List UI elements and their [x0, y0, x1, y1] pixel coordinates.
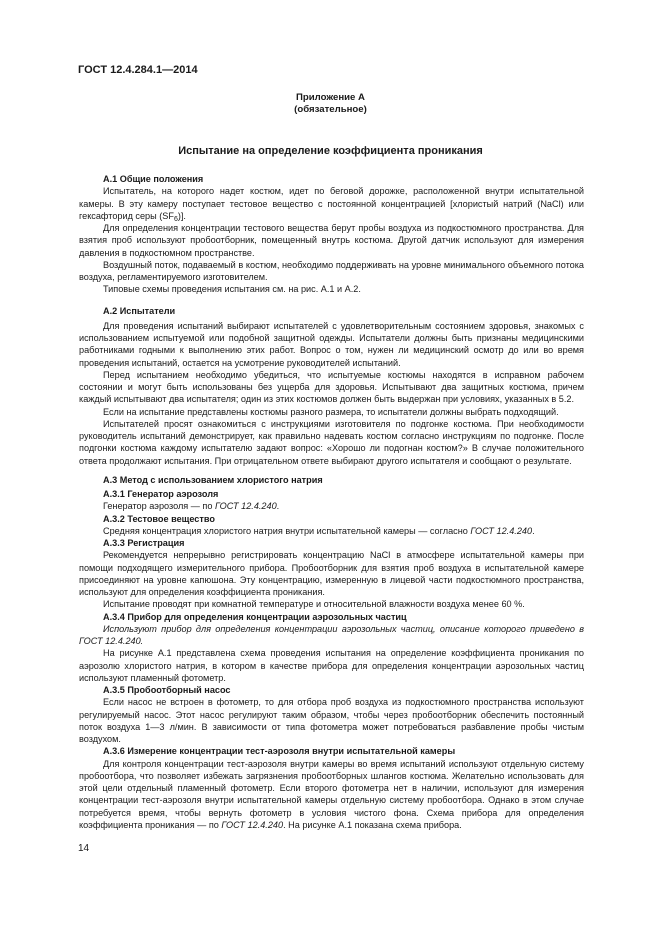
subsection-a32-heading: А.3.2 Тестовое вещество — [103, 513, 215, 524]
subsection-a36-heading: А.3.6 Измерение концентрации тест-аэрозоля внутри испытательной камеры — [103, 746, 456, 757]
document-body — [79, 173, 584, 831]
paragraph: Средняя концентрация хлористого натрия внутри испытательной камеры — согласно ГОСТ 12.4.240. — [103, 525, 535, 536]
annex-title: Приложение А — [296, 92, 365, 103]
main-title: Испытание на определение коэффициента проникания — [178, 145, 483, 157]
paragraph: Для определения концентрации тестового вещества берут пробы воздуха из подкостюмного пространства. Для взятия проб используют пробоотборник, помещенный внутрь костюма. Другой датчик используют для измерения давления в подкостюмном пространстве. — [79, 223, 584, 258]
section-a1-heading: А.1 Общие положения — [103, 174, 204, 184]
subsection-a31-heading: А.3.1 Генератор аэрозоля — [103, 489, 219, 499]
paragraph: Генератор аэрозоля — по ГОСТ 12.4.240. — [103, 501, 280, 512]
paragraph: Испытателей просят ознакомиться с инструкциями изготовителя по подгонке костюма. При необходимости руководитель испытаний демонстрирует, как правильно надевать костюм согласно инструкциям по подгонке. После подгонки костюма каждому испытателю задают вопрос: «Хорошо ли подогнан костюм?» В случае положительного ответа продолжают испытания. При отрицательном ответе выбирают другого испытателя и сообщают о результате. — [79, 418, 584, 466]
paragraph: Для контроля концентрации тест-аэрозоля внутри камеры во время испытаний используют отдельную систему пробоотбора, что позволяет избежать загрязнения пробоотборных шлангов костюма. Желательно использовать для этой цели отдельный пламенный фотометр. Если второго фотометра нет в наличии, используют для измерения концентрации тест-аэрозоля внутри испытательной камеры отдельную систему пробоотбора. Однако в этом случае потребуется время, чтобы вернуть фотометр в условия чистого фона. Схема прибора для определения коэффициента проникания — по ГОСТ 12.4.240. На рисунке А.1 показана схема прибора. — [79, 758, 584, 830]
paragraph: Рекомендуется непрерывно регистрировать концентрацию NaCl в атмосфере испытательной камеры при помощи подходящего измерительного прибора. Пробоотборник для взятия проб воздуха в испытательной камере присоединяют на уровне капюшона. Эту концентрацию, измеренную в лицевой части подкостюмного пространства, используют для определения коэффициента проникания. — [79, 550, 584, 597]
section-a3-heading: А.3 Метод с использованием хлористого натрия — [103, 474, 323, 485]
paragraph: На рисунке А.1 представлена схема проведения испытания на определение коэффициента проникания по аэрозолю хлористого натрия, в котором в качестве прибора для определения концентрации аэрозольных частиц используют пламенный фотометр. — [79, 648, 584, 683]
subsection-a35-heading: А.3.5 Пробоотборный насос — [103, 685, 231, 695]
paragraph: Используют прибор для определения концентрации аэрозольных частиц, описание которого приведено в ГОСТ 12.4.240. — [79, 623, 584, 646]
subsection-a34-heading: А.3.4 Прибор для определения концентрации аэрозольных частиц — [103, 611, 407, 622]
paragraph: Испытание проводят при комнатной температуре и относительной влажности воздуха менее 60 %. — [103, 599, 525, 610]
paragraph: Если на испытание представлены костюмы разного размера, то испытатели должны выбрать подходящий. — [103, 406, 559, 417]
annex-status: (обязательное) — [294, 104, 367, 115]
subsection-a33-heading: А.3.3 Регистрация — [103, 538, 185, 548]
paragraph: Если насос не встроен в фотометр, то для отбора проб воздуха из подкостюмного пространства используют регулируемый насос. Этот насос регулируют таким образом, чтобы через пробоотборник обеспечить постоянный поток воздуха 1—3 л/мин. В зависимости от типа фотометра может потребоваться разбавление пробы чистым воздухом. — [79, 697, 584, 744]
paragraph: Воздушный поток, подаваемый в костюм, необходимо поддерживать на уровне минимального объемного потока воздуха, регламентируемого изготовителем. — [79, 259, 584, 282]
paragraph: Типовые схемы проведения испытания см. на рис. А.1 и А.2. — [103, 284, 361, 295]
paragraph: Испытатель, на которого надет костюм, идет по беговой дорожке, расположенной внутри испытательной камеры. В эту камеру поступает тестовое вещество с постоянной концентрацией [хлористый натрий (NaCl) или гексафторид серы $(SF_6)$]. — [79, 186, 584, 223]
document-code: ГОСТ 12.4.284.1—2014 — [78, 64, 198, 76]
page-number: 14 — [78, 843, 90, 854]
section-a2-heading: А.2 Испытатели — [103, 305, 176, 316]
paragraph: Для проведения испытаний выбирают испытателей с удовлетворительным состоянием здоровья, знакомых с использованием испытуемой или подобной защитной одежды. Испытатели должны быть признаны медицинскими работниками годными к выполнению этих работ. Вопрос о том, нужен ли медицинский осмотр до или во время проведения испытаний, остается на усмотрение руководителей испытаний. — [79, 320, 584, 368]
paragraph: Перед испытанием необходимо убедиться, что испытуемые костюмы находятся в исправном рабочем состоянии и могут быть использованы без ущерба для здоровья. Испытывают два защитных костюма, причем каждый испытывают два испытателя; один из этих костюмов должен быть выдержан при условиях, указанных в 5.2. — [79, 369, 584, 405]
